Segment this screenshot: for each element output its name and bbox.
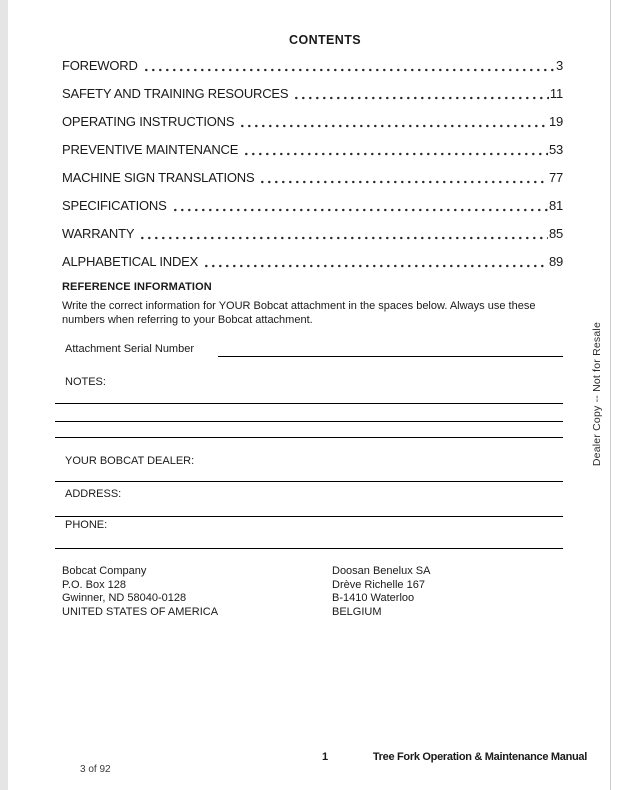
address-text-line: P.O. Box 128 xyxy=(62,578,127,591)
dealer-line xyxy=(55,481,563,482)
toc-entry-label: MACHINE SIGN TRANSLATIONS xyxy=(62,170,255,185)
address-text-line: Doosan Benelux SA xyxy=(332,565,431,577)
toc-page-number: 89 xyxy=(548,254,563,269)
address-text-line: Bobcat Company xyxy=(62,565,147,577)
phone-label: PHONE: xyxy=(65,519,108,531)
document-page xyxy=(8,0,611,790)
toc-entry-label: SPECIFICATIONS xyxy=(62,198,167,213)
dealer-label: YOUR BOBCAT DEALER: xyxy=(65,455,195,467)
phone-line xyxy=(55,548,563,549)
toc-entry xyxy=(62,220,563,248)
address-block-us xyxy=(62,565,218,619)
dotted-leader xyxy=(295,96,549,100)
toc-entry xyxy=(62,108,563,136)
dotted-leader xyxy=(145,68,555,72)
toc-entry xyxy=(62,192,563,220)
dotted-leader xyxy=(205,264,548,268)
attachment-serial-number-line xyxy=(218,356,563,357)
toc-page-number: 3 xyxy=(555,58,563,73)
address-text-line: UNITED STATES OF AMERICA xyxy=(62,605,219,618)
toc-entry xyxy=(62,80,563,108)
dealer-copy-watermark xyxy=(588,306,606,482)
dotted-leader xyxy=(241,124,548,128)
toc-page-number: 81 xyxy=(548,198,563,213)
attachment-serial-number-label: Attachment Serial Number xyxy=(65,343,194,355)
toc-page-number: 53 xyxy=(548,142,563,157)
notes-line xyxy=(55,403,563,404)
toc-entry-label: OPERATING INSTRUCTIONS xyxy=(62,114,235,129)
toc-entry-label: SAFETY AND TRAINING RESOURCES xyxy=(62,86,289,101)
toc-entry-label: FOREWORD xyxy=(62,58,138,73)
contents-heading: CONTENTS xyxy=(289,33,361,47)
table-of-contents xyxy=(62,52,563,276)
address-label: ADDRESS: xyxy=(65,488,122,500)
footer-manual-title: Tree Fork Operation & Maintenance Manual xyxy=(372,751,587,763)
toc-page-number: 19 xyxy=(548,114,563,129)
toc-entry xyxy=(62,52,563,80)
address-block-belgium xyxy=(332,565,430,619)
address-text-line: Drève Richelle 167 xyxy=(332,578,425,591)
footer-page-number: 1 xyxy=(321,751,329,763)
toc-entry-label: ALPHABETICAL INDEX xyxy=(62,254,199,269)
viewer-page-indicator: 3 of 92 xyxy=(80,764,111,775)
dotted-leader xyxy=(174,208,548,212)
dotted-leader xyxy=(141,236,548,240)
toc-page-number: 11 xyxy=(549,86,563,101)
reference-information-heading: REFERENCE INFORMATION xyxy=(62,281,212,293)
toc-entry-label: WARRANTY xyxy=(62,226,135,241)
toc-entry-label: PREVENTIVE MAINTENANCE xyxy=(62,142,239,157)
dotted-leader xyxy=(261,180,547,184)
reference-information-body: Write the correct information for YOUR Bobcat attachment in the spaces below. Always use these numbers when referring to your Bobcat attachment. xyxy=(62,300,536,326)
toc-entry xyxy=(62,164,563,192)
address-text-line: Gwinner, ND 58040-0128 xyxy=(62,592,187,604)
address-text-line: BELGIUM xyxy=(332,605,382,618)
toc-page-number: 77 xyxy=(548,170,563,185)
toc-entry xyxy=(62,136,563,164)
notes-label: NOTES: xyxy=(65,376,106,388)
address-line xyxy=(55,516,563,517)
toc-page-number: 85 xyxy=(548,226,563,241)
watermark-text: Dealer Copy -- Not for Resale xyxy=(591,321,603,467)
toc-entry xyxy=(62,248,563,276)
address-text-line: B-1410 Waterloo xyxy=(332,592,415,604)
notes-line xyxy=(55,437,563,438)
dotted-leader xyxy=(245,152,548,156)
notes-line xyxy=(55,421,563,422)
viewer-left-gutter xyxy=(0,0,8,790)
